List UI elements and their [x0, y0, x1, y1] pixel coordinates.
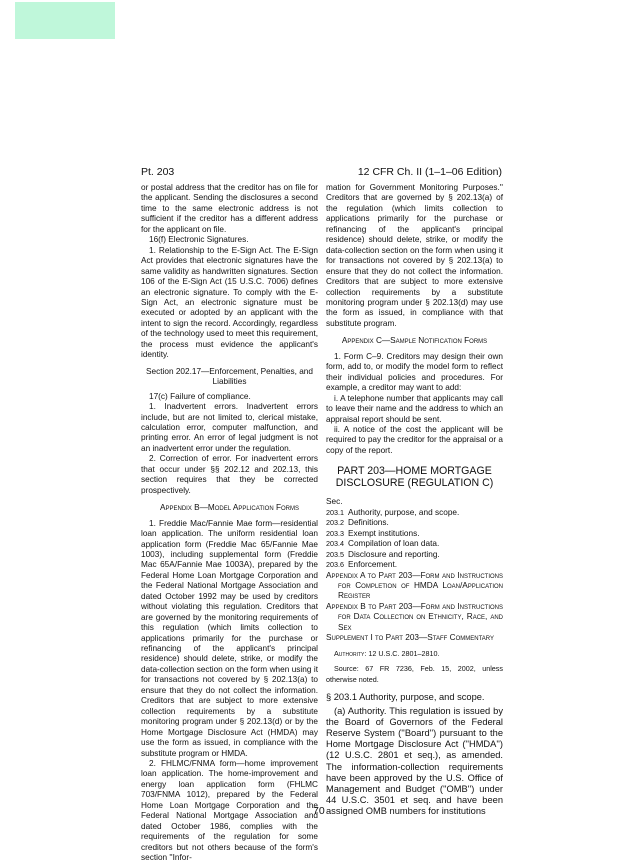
toc-item[interactable]: [326, 560, 503, 570]
toc-appendix[interactable]: Appendix B to Part 203—Form and Instructions for Data Collection on Ethnicity, Race, and Sex: [326, 601, 503, 632]
toc-label: Sec.: [326, 497, 343, 507]
toc-item[interactable]: [326, 550, 503, 560]
appendix-heading: Appendix B—Model Application Forms: [159, 503, 299, 513]
section-title: § 203.1 Authority, purpose, and scope.: [326, 692, 485, 703]
toc-item[interactable]: [326, 518, 503, 528]
toc-num: 203.1: [326, 507, 344, 517]
toc-title: Compilation of loan data.: [348, 539, 440, 549]
paragraph: i. A telephone number that applicants may call to leave their name and the address to which an appraisal report should be sent.: [326, 393, 503, 424]
toc-num: 203.5: [326, 549, 344, 559]
toc-item[interactable]: [326, 529, 503, 539]
toc-title: Definitions.: [348, 518, 389, 528]
highlight-tag: [15, 2, 115, 39]
paragraph: 1. Inadvertent errors. Inadvertent errors include, but are not limited to, clerical mistake, calculation error, computer malfunction, and printing error. An error of legal judgment is not an inadvertent error under the regulation.: [141, 402, 318, 453]
toc-appendix[interactable]: Appendix A to Part 203—Form and Instructions for Completion of HMDA Loan/Application Register: [326, 570, 503, 601]
paragraph: or postal address that the creditor has on file for the applicant. Sending the disclosures a second time to the same electronic address is not sufficient if the creditor has a different address for the applicant on file.: [141, 183, 318, 234]
toc-num: 203.3: [326, 528, 344, 538]
paragraph: ii. A notice of the cost the applicant will be required to pay the creditor for the appraisal or a copy of the report.: [326, 424, 503, 455]
authority-note: Authority: 12 U.S.C. 2801–2810.: [334, 648, 440, 658]
paragraph: 1. Relationship to the E-Sign Act. The E-Sign Act provides that electronic signatures have the same validity as handwritten signatures. Section 106 of the E-Sign Act (15 U.S.C. 7006) defines an electronic signature. To comply with the E-Sign Act, an electronic signature must be executed or adopted by an applicant with the intent to sign the record. Accordingly, regardless of the technology used to meet this requirement, the process must evidence the applicant's identity.: [141, 245, 318, 360]
appendix-heading: Appendix C—Sample Notification Forms: [341, 336, 488, 346]
paragraph: 17(c) Failure of compliance.: [149, 391, 251, 401]
running-header-left: Pt. 203: [141, 166, 175, 178]
left-column: [141, 183, 318, 864]
paragraph: 1. Freddie Mac/Fannie Mae form—residential loan application. The uniform residential loan application form (Freddie Mac 65/Fannie Mae 1003), including supplemental form (Freddie Mac 65A/Fannie Mae 1003A), prepared by the Federal Home Loan Mortgage Corporation and the Federal National Mortgage Association and dated October 1992 may be used by creditors without violating this regulation. Creditors that are governed by the monitoring requirements of this regulation (which limits collection to applications primarily for the purchase or refinancing of the applicant's principal residence) should delete, strike, or modify the data-collection section on the form when using it for transactions not covered by § 202.13(a) to ensure that they do not collect the information. Creditors that are subject to more extensive collection requirements by a substitute monitoring program under § 202.13(d) or by the Home Mortgage Disclosure Act (HMDA) may use the form as issued, in compliance with the substitute program or HMDA.: [141, 518, 318, 758]
toc-num: 203.6: [326, 560, 344, 570]
toc-item[interactable]: [326, 508, 503, 518]
paragraph: 16(f) Electronic Signatures.: [149, 235, 249, 245]
paragraph: (a) Authority. This regulation is issued by the Board of Governors of the Federal Reserve System (''Board'') pursuant to the Home Mortgage Disclosure Act (''HMDA'') (12 U.S.C. 2801 et seq.), as amended. The information-collection requirements have been approved by the U.S. Office of Management and Budget (''OMB'') under 44 U.S.C. 3501 et seq. and have been assigned OMB numbers for institutions: [326, 706, 503, 816]
page-number: 70: [313, 805, 325, 817]
source-note: Source: 67 FR 7236, Feb. 15, 2002, unless otherwise noted.: [326, 664, 503, 684]
toc-supplement[interactable]: Supplement I to Part 203—Staff Commentary: [326, 633, 495, 643]
paragraph: 2. FHLMC/FNMA form—home improvement loan application. The home-improvement and energy loan application form (FHLMC 703/FNMA 1012), prepared by the Federal Home Loan Mortgage Corporation and the Federal National Mortgage Association and dated October 1986, complies with the requirements of the regulation for some creditors but not others because of the form's section ''Infor-: [141, 759, 318, 863]
toc-title: Authority, purpose, and scope.: [348, 507, 460, 517]
toc-num: 203.4: [326, 539, 344, 549]
right-column: [326, 183, 503, 817]
running-header-right: 12 CFR Ch. II (1–1–06 Edition): [357, 166, 502, 178]
toc-item[interactable]: [326, 539, 503, 549]
toc-title: Enforcement.: [348, 560, 398, 570]
paragraph: 1. Form C–9. Creditors may design their own form, add to, or modify the model form to reflect their individual policies and procedures. For example, a creditor may want to add:: [326, 351, 503, 393]
section-heading: Section 202.17—Enforcement, Penalties, and Liabilities: [146, 366, 313, 387]
part-title: PART 203—HOME MORTGAGE DISCLOSURE (REGULATION C): [335, 465, 494, 489]
toc-num: 203.2: [326, 518, 344, 528]
toc-title: Exempt institutions.: [348, 528, 420, 538]
table-of-contents: [326, 508, 503, 571]
paragraph: mation for Government Monitoring Purposes.'' Creditors that are governed by § 202.13(a) of the regulation (which limits collection to applications primarily for the purchase or refinancing of the applicant's principal residence) should delete, strike, or modify the data-collection section on the form when using it for transactions not covered by § 202.13(a) to ensure that they do not collect the information. Creditors that are subject to more extensive collection requirements by a substitute monitoring program under § 202.13(d) may use the form as issued, in compliance with that substitute program.: [326, 183, 503, 328]
paragraph: 2. Correction of error. For inadvertent errors that occur under §§ 202.12 and 202.13, this section requires that they be corrected prospectively.: [141, 454, 318, 495]
toc-title: Disclosure and reporting.: [348, 549, 440, 559]
